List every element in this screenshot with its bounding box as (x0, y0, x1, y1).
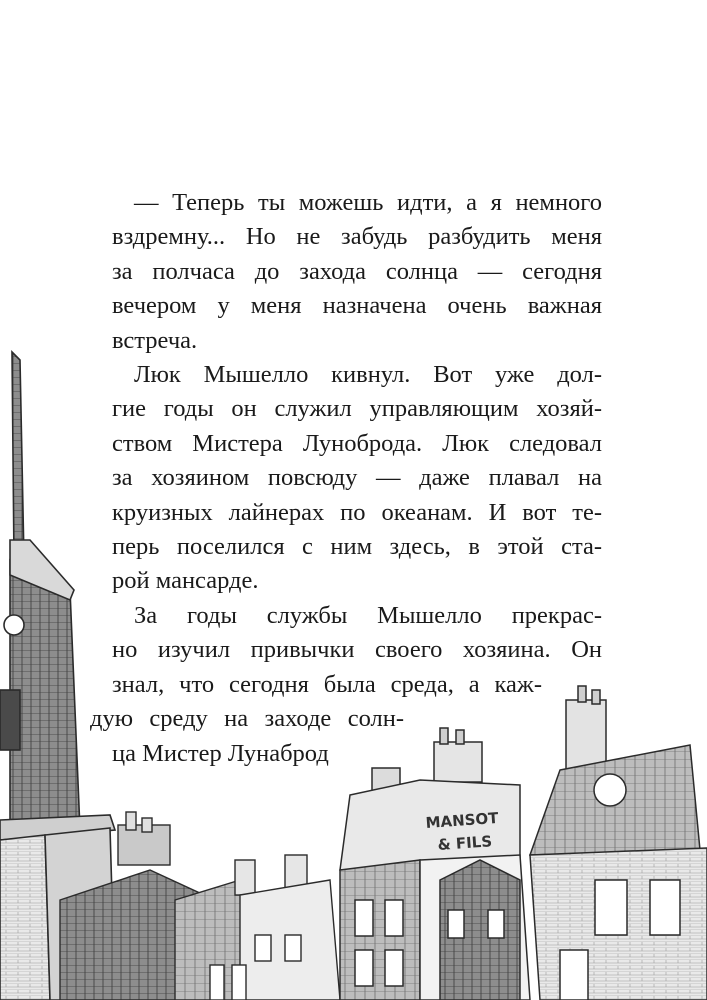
text-line: но изучил привычки своего хозяина. Он (112, 636, 602, 664)
text-line: вечером у меня назначена очень важная (112, 292, 602, 320)
text-line: перь поселился с ним здесь, в этой ста- (112, 533, 602, 561)
text-line: — Теперь ты можешь идти, а я немного (134, 189, 602, 216)
text-line: круизных лайнерах по океанам. И вот те- (112, 498, 602, 526)
story-text (90, 186, 602, 771)
text-line: знал, что сегодня была среда, а каж- (112, 670, 542, 698)
sign-line-2: & FILS (437, 832, 493, 854)
text-line: гие годы он служил управляющим хозяй- (112, 395, 602, 423)
text-line: за полчаса до захода солнца — сегодня (112, 257, 602, 285)
text-line: рой мансарде. (112, 567, 259, 595)
text-line: вздремну... Но не забудь разбудить меня (112, 223, 602, 251)
text-line: За годы службы Мышелло прекрас- (134, 601, 602, 629)
text-line: ца Мистер Лунаброд (112, 739, 329, 767)
text-line: Люк Мышелло кивнул. Вот уже дол- (134, 361, 602, 389)
text-line: за хозяином повсюду — даже плавал на (112, 464, 602, 492)
sign-line-1: MANSOT (425, 808, 499, 832)
text-line: ством Мистера Луноброда. Люк следовал (112, 429, 602, 457)
text-line: дую среду на заходе солн- (90, 705, 404, 733)
text-line: встреча. (112, 326, 198, 354)
